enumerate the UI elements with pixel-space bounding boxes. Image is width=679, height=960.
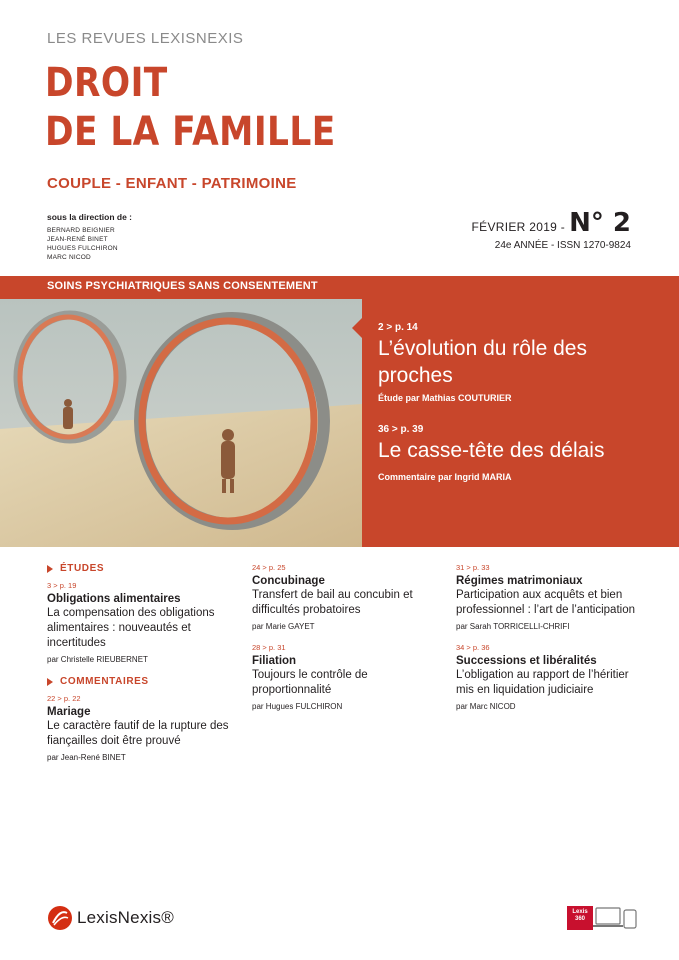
- director-list: [47, 226, 132, 262]
- article-ref: 3 > p. 19: [47, 581, 77, 590]
- digital-access: [567, 906, 639, 930]
- article-ref: 34 > p. 36: [456, 643, 490, 652]
- logo-text: LexisNexis®: [77, 908, 174, 927]
- featured-article[interactable]: [378, 424, 604, 482]
- devices-icon: [593, 906, 639, 930]
- issue-number: N° 2: [569, 208, 631, 238]
- featured-ref: 36 > p. 39: [378, 424, 424, 435]
- article-author: par Hugues FULCHIRON: [252, 702, 343, 711]
- article-entry[interactable]: [47, 694, 237, 762]
- lexis360-badge: Lexis 360: [567, 906, 593, 930]
- article-author: par Jean-René BINET: [47, 753, 126, 762]
- section-label: ÉTUDES: [60, 563, 105, 574]
- editorial-direction: [47, 212, 132, 262]
- article-entry[interactable]: [252, 643, 437, 711]
- contents-column-3: [456, 563, 641, 723]
- article-category: Régimes matrimoniaux: [456, 575, 583, 587]
- article-category: Concubinage: [252, 575, 325, 587]
- article-title: La compensation des obligations alimentaires : nouveautés et incertitudes: [47, 607, 215, 649]
- theme-banner-label: SOINS PSYCHIATRIQUES SANS CONSENTEMENT: [47, 280, 318, 292]
- article-category: Obligations alimentaires: [47, 593, 181, 605]
- issue-year-issn: 24e ANNÉE - ISSN 1270-9824: [494, 240, 631, 251]
- article-title: Le caractère fautif de la rupture des fiançailles doit être prouvé: [47, 720, 229, 747]
- article-category: Filiation: [252, 655, 297, 667]
- director-name: MARC NICOD: [47, 254, 91, 261]
- issue-info: [472, 208, 631, 251]
- issue-date: FÉVRIER 2019 -: [471, 220, 566, 234]
- cover-photo: [0, 299, 362, 547]
- director-name: HUGUES FULCHIRON: [47, 245, 118, 252]
- rings-illustration: [0, 299, 362, 547]
- article-entry[interactable]: [252, 563, 437, 631]
- article-ref: 31 > p. 33: [456, 563, 490, 572]
- lexisnexis-logo: [47, 905, 174, 931]
- article-ref: 22 > p. 22: [47, 694, 81, 703]
- featured-byline: Étude par Mathias COUTURIER: [378, 393, 512, 403]
- featured-ref: 2 > p. 14: [378, 322, 418, 333]
- theme-banner: [0, 276, 362, 299]
- journal-subtitle: COUPLE - ENFANT - PATRIMOINE: [47, 175, 297, 192]
- section-label: COMMENTAIRES: [60, 676, 149, 687]
- publisher-label: LES REVUES LEXISNEXIS: [47, 30, 244, 47]
- featured-panel: [362, 276, 679, 547]
- article-category: Mariage: [47, 706, 91, 718]
- article-author: par Sarah TORRICELLI-CHRIFI: [456, 622, 570, 631]
- article-ref: 28 > p. 31: [252, 643, 286, 652]
- article-author: par Marc NICOD: [456, 702, 516, 711]
- lexisnexis-mark-icon: [47, 905, 73, 931]
- featured-title: L’évolution du rôle des proches: [378, 337, 587, 387]
- article-entry[interactable]: [456, 563, 641, 631]
- section-heading-commentaires: [47, 676, 237, 687]
- featured-byline: Commentaire par Ingrid MARIA: [378, 472, 512, 482]
- director-name: JEAN-RENÉ BINET: [47, 236, 108, 243]
- featured-article[interactable]: [378, 322, 598, 403]
- panel-pointer: [352, 318, 362, 338]
- article-title: Toujours le contrôle de proportionnalité: [252, 669, 368, 696]
- article-entry[interactable]: [456, 643, 641, 711]
- contents-column-2: [252, 563, 437, 723]
- article-author: par Christelle RIEUBERNET: [47, 655, 148, 664]
- featured-title: Le casse-tête des délais: [378, 439, 605, 462]
- article-title: Participation aux acquêts et bien professionnel : l’art de l’anticipation: [456, 589, 635, 616]
- article-title: L’obligation au rapport de l’héritier mis en liquidation judiciaire: [456, 669, 629, 696]
- direction-label: sous la direction de :: [47, 212, 133, 222]
- journal-title-line-1: DROIT: [45, 60, 168, 106]
- article-entry[interactable]: [47, 581, 237, 664]
- article-ref: 24 > p. 25: [252, 563, 286, 572]
- journal-title-line-2: DE LA FAMILLE: [45, 109, 336, 155]
- triangle-bullet-icon: [47, 678, 53, 686]
- section-heading-etudes: [47, 563, 237, 574]
- article-title: Transfert de bail au concubin et difficultés probatoires: [252, 589, 413, 616]
- contents-column-1: [47, 563, 237, 774]
- triangle-bullet-icon: [47, 565, 53, 573]
- article-author: par Marie GAYET: [252, 622, 315, 631]
- article-category: Successions et libéralités: [456, 655, 597, 667]
- director-name: BERNARD BEIGNIER: [47, 227, 115, 234]
